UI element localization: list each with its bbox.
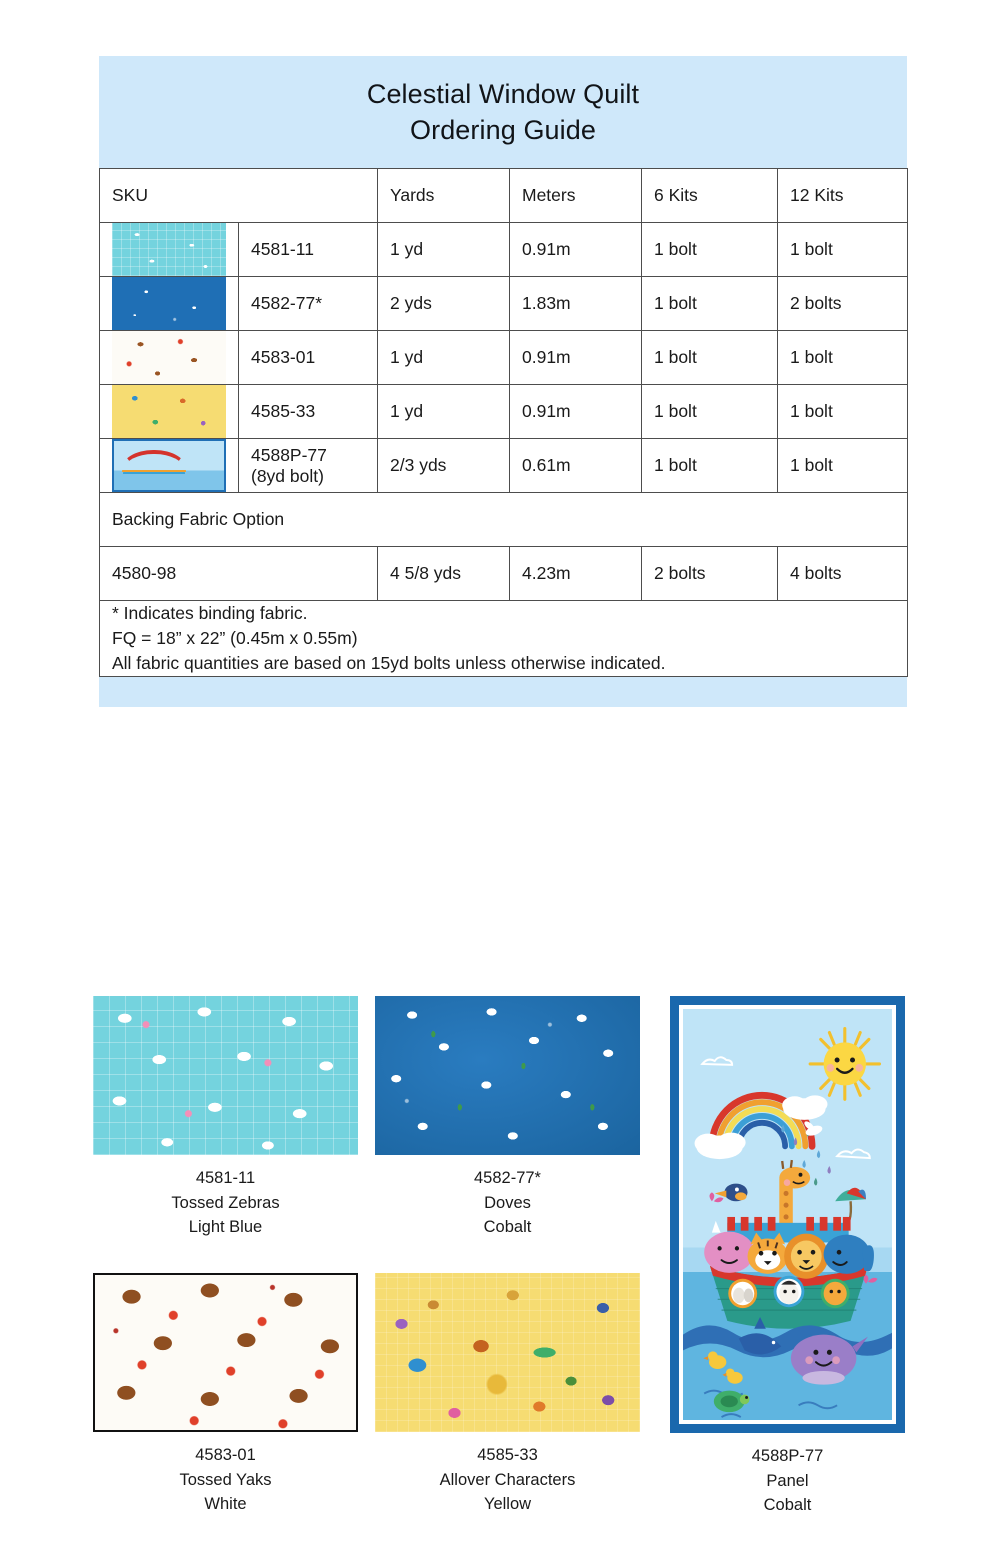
gallery-name: Panel	[766, 1471, 809, 1490]
row-meters: 0.91m	[510, 223, 642, 277]
backing-row-12-kits: 4 bolts	[778, 547, 908, 601]
noahs-ark-illustration-svg	[683, 1009, 892, 1420]
row-sku: 4581-11	[239, 223, 378, 277]
row-6-kits: 1 bolt	[642, 385, 778, 439]
column-header-meters: Meters	[510, 169, 642, 223]
row-meters: 0.91m	[510, 331, 642, 385]
gallery-sku: 4585-33	[477, 1446, 538, 1464]
row-sku: 4585-33	[239, 385, 378, 439]
elephant-icon	[824, 1235, 874, 1274]
backing-table-row	[100, 547, 908, 601]
note-bolt-quantities: All fabric quantities are based on 15yd bolts unless otherwise indicated.	[112, 653, 666, 673]
column-header-12-kits: 12 Kits	[778, 169, 908, 223]
gallery-caption-4582-77	[375, 1166, 640, 1240]
gallery-color: White	[204, 1495, 247, 1513]
column-header-yards: Yards	[378, 169, 510, 223]
gallery-sku: 4581-11	[195, 1169, 256, 1187]
tiger-icon	[748, 1233, 788, 1274]
backing-row-6-kits: 2 bolts	[642, 547, 778, 601]
fabric-swatch-thumbnail-cell	[100, 385, 239, 439]
column-header-6-kits: 6 Kits	[642, 169, 778, 223]
gallery-name: Doves	[484, 1193, 531, 1212]
table-row	[100, 277, 908, 331]
gallery-color: Yellow	[483, 1495, 532, 1513]
gallery-item-4588P-77	[670, 996, 905, 1518]
gallery-name: Tossed Zebras	[171, 1193, 280, 1212]
fabric-swatch-thumbnail-cell	[100, 223, 239, 277]
lion-icon	[784, 1234, 828, 1279]
backing-fabric-option-label: Backing Fabric Option	[100, 493, 908, 547]
fabric-swatch-thumbnail-cell	[100, 331, 239, 385]
backing-section-header-row	[100, 493, 908, 547]
table-row	[100, 331, 908, 385]
table-row	[100, 439, 908, 493]
row-6-kits: 1 bolt	[642, 223, 778, 277]
ark-portholes	[728, 1276, 849, 1308]
row-sku: 4582-77*	[239, 277, 378, 331]
backing-row-sku: 4580-98	[100, 547, 378, 601]
note-fat-quarter-size: FQ = 18” x 22” (0.45m x 0.55m)	[112, 628, 358, 648]
row-yards: 1 yd	[378, 385, 510, 439]
ordering-guide-table	[99, 168, 908, 677]
row-meters: 0.91m	[510, 385, 642, 439]
gallery-item-4583-01	[93, 1273, 358, 1517]
notes-cell	[100, 601, 908, 677]
doves-cobalt-thumb-icon	[112, 277, 226, 330]
allover-characters-yellow-thumb-icon	[112, 385, 226, 438]
tossed-zebras-light-blue-thumb-icon	[112, 223, 226, 276]
gallery-color: Cobalt	[483, 1218, 532, 1236]
gallery-name: Tossed Yaks	[179, 1470, 272, 1489]
panel-cobalt-swatch-image	[670, 996, 905, 1433]
gallery-caption-4588P-77	[670, 1444, 905, 1518]
tossed-yaks-white-swatch-image	[93, 1273, 358, 1432]
gallery-caption-4583-01	[93, 1443, 358, 1517]
column-header-sku: SKU	[100, 169, 378, 223]
row-6-kits: 1 bolt	[642, 277, 778, 331]
row-meters: 1.83m	[510, 277, 642, 331]
row-6-kits: 1 bolt	[642, 439, 778, 493]
row-12-kits: 1 bolt	[778, 439, 908, 493]
gallery-sku: 4582-77*	[474, 1169, 541, 1187]
row-yards: 1 yd	[378, 331, 510, 385]
row-yards: 2 yds	[378, 277, 510, 331]
row-12-kits: 1 bolt	[778, 385, 908, 439]
row-sku: 4588P-77 (8yd bolt)	[239, 439, 378, 493]
guide-header-banner	[99, 56, 907, 168]
gallery-caption-4581-11	[93, 1166, 358, 1240]
notes-row	[100, 601, 908, 677]
gallery-sku: 4588P-77	[751, 1447, 824, 1465]
table-row	[100, 385, 908, 439]
gallery-name: Allover Characters	[439, 1470, 576, 1489]
gallery-sku: 4583-01	[195, 1446, 256, 1464]
panel-cobalt-thumb-icon	[112, 439, 226, 492]
row-6-kits: 1 bolt	[642, 331, 778, 385]
gallery-item-4585-33	[375, 1273, 640, 1517]
row-12-kits: 2 bolts	[778, 277, 908, 331]
table-row	[100, 223, 908, 277]
ark-hull	[710, 1266, 868, 1329]
tossed-zebras-light-blue-swatch-image	[93, 996, 358, 1155]
guide-title-line-1: Celestial Window Quilt	[366, 79, 640, 109]
guide-footer-bar	[99, 677, 907, 707]
row-meters: 0.61m	[510, 439, 642, 493]
row-12-kits: 1 bolt	[778, 331, 908, 385]
table-header-row	[100, 169, 908, 223]
gallery-item-4581-11	[93, 996, 358, 1240]
row-yards: 1 yd	[378, 223, 510, 277]
water-waves	[683, 1325, 892, 1420]
fabric-swatch-thumbnail-cell	[100, 439, 239, 493]
gallery-color: Cobalt	[763, 1496, 812, 1514]
row-sku: 4583-01	[239, 331, 378, 385]
backing-row-yards: 4 5/8 yds	[378, 547, 510, 601]
doves-cobalt-swatch-image	[375, 996, 640, 1155]
fabric-swatch-thumbnail-cell	[100, 277, 239, 331]
row-12-kits: 1 bolt	[778, 223, 908, 277]
sun-icon	[810, 1029, 879, 1100]
gallery-item-4582-77	[375, 996, 640, 1240]
tossed-yaks-white-thumb-icon	[112, 331, 226, 384]
allover-characters-yellow-swatch-image	[375, 1273, 640, 1432]
note-binding-fabric: * Indicates binding fabric.	[112, 603, 308, 623]
gallery-color: Light Blue	[188, 1218, 263, 1236]
guide-title-line-2: Ordering Guide	[410, 115, 596, 145]
row-yards: 2/3 yds	[378, 439, 510, 493]
gallery-caption-4585-33	[375, 1443, 640, 1517]
backing-row-meters: 4.23m	[510, 547, 642, 601]
ordering-guide-table-block	[99, 56, 907, 707]
panel-illustration	[683, 1009, 892, 1420]
